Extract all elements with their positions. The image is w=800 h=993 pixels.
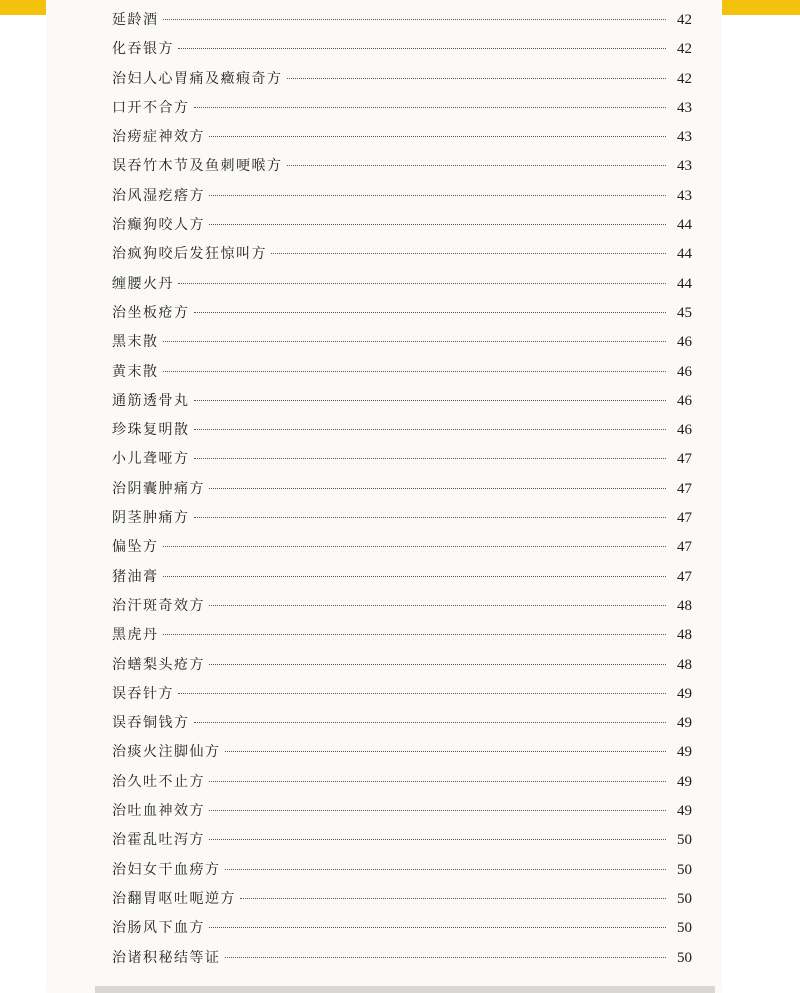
toc-entry-title: 猪油膏 xyxy=(112,568,159,585)
toc-entry xyxy=(112,445,692,474)
toc-entry-title: 误吞针方 xyxy=(112,685,174,702)
toc-entry-page-number: 46 xyxy=(677,392,692,409)
toc-leader-dots xyxy=(163,19,667,20)
toc-entry xyxy=(112,651,692,680)
toc-entry xyxy=(112,270,692,299)
toc-entry-title: 珍珠复明散 xyxy=(112,422,190,439)
toc-entry-page-number: 49 xyxy=(677,744,692,761)
toc-entry-title: 治疯狗咬后发狂惊叫方 xyxy=(112,246,267,263)
toc-leader-dots xyxy=(225,957,667,958)
toc-entry-title: 治蟮梨头疮方 xyxy=(112,656,205,673)
toc-entry-title: 黑虎丹 xyxy=(112,627,159,644)
toc-entry xyxy=(112,533,692,562)
yellow-accent-left xyxy=(0,0,46,15)
toc-leader-dots xyxy=(178,693,666,694)
toc-entry xyxy=(112,826,692,855)
toc-entry-page-number: 44 xyxy=(677,275,692,292)
toc-entry-title: 小儿聋哑方 xyxy=(112,451,190,468)
toc-entry xyxy=(112,65,692,94)
toc-entry-title: 治久吐不止方 xyxy=(112,773,205,790)
toc-leader-dots xyxy=(209,195,666,196)
toc-entry xyxy=(112,328,692,357)
toc-entry-title: 缠腰火丹 xyxy=(112,275,174,292)
toc-entry xyxy=(112,240,692,269)
toc-entry-title: 误吞铜钱方 xyxy=(112,715,190,732)
toc-entry-page-number: 48 xyxy=(677,656,692,673)
toc-entry-page-number: 49 xyxy=(677,803,692,820)
toc-entry-title: 治汗斑奇效方 xyxy=(112,597,205,614)
toc-entry xyxy=(112,944,692,973)
toc-leader-dots xyxy=(194,400,667,401)
toc-entry xyxy=(112,738,692,767)
toc-leader-dots xyxy=(194,107,667,108)
toc-entry-title: 通筋透骨丸 xyxy=(112,392,190,409)
toc-entry-title: 阴茎肿痛方 xyxy=(112,510,190,527)
toc-entry-title: 治风湿疙瘩方 xyxy=(112,187,205,204)
toc-entry xyxy=(112,592,692,621)
page-bottom-edge xyxy=(95,986,715,993)
toc-entry xyxy=(112,797,692,826)
toc-entry xyxy=(112,358,692,387)
toc-entry xyxy=(112,768,692,797)
toc-entry-title: 误吞竹木节及鱼刺哽喉方 xyxy=(112,158,283,175)
toc-entry-page-number: 43 xyxy=(677,99,692,116)
toc-entry xyxy=(112,94,692,123)
toc-entry xyxy=(112,709,692,738)
table-of-contents xyxy=(112,6,692,973)
toc-entry-title: 黄末散 xyxy=(112,363,159,380)
toc-entry xyxy=(112,387,692,416)
toc-entry-page-number: 48 xyxy=(677,597,692,614)
toc-leader-dots xyxy=(178,283,666,284)
toc-entry-page-number: 44 xyxy=(677,246,692,263)
toc-leader-dots xyxy=(209,605,666,606)
toc-entry-title: 治癫狗咬人方 xyxy=(112,217,205,234)
toc-entry-page-number: 43 xyxy=(677,158,692,175)
toc-entry-title: 治坐板疮方 xyxy=(112,304,190,321)
toc-entry-title: 延龄酒 xyxy=(112,12,159,28)
toc-entry xyxy=(112,621,692,650)
toc-entry-title: 治肠风下血方 xyxy=(112,920,205,937)
toc-entry xyxy=(112,563,692,592)
toc-entry xyxy=(112,182,692,211)
toc-entry-page-number: 42 xyxy=(677,41,692,58)
toc-entry-page-number: 50 xyxy=(677,949,692,966)
toc-entry-title: 治阴囊肿痛方 xyxy=(112,480,205,497)
toc-entry-title: 治吐血神效方 xyxy=(112,803,205,820)
toc-entry-title: 口开不合方 xyxy=(112,99,190,116)
toc-leader-dots xyxy=(287,78,667,79)
toc-entry xyxy=(112,914,692,943)
toc-leader-dots xyxy=(225,869,667,870)
toc-entry xyxy=(112,299,692,328)
toc-entry-page-number: 49 xyxy=(677,773,692,790)
toc-leader-dots xyxy=(271,253,666,254)
toc-entry xyxy=(112,475,692,504)
toc-entry-title: 治翻胃呕吐呃逆方 xyxy=(112,890,236,907)
toc-leader-dots xyxy=(194,458,667,459)
toc-entry-title: 治妇人心胃痛及癥瘕奇方 xyxy=(112,70,283,87)
toc-leader-dots xyxy=(194,722,667,723)
toc-leader-dots xyxy=(163,634,667,635)
toc-entry-page-number: 47 xyxy=(677,451,692,468)
toc-entry-title: 治痨症神效方 xyxy=(112,129,205,146)
toc-leader-dots xyxy=(225,751,667,752)
toc-leader-dots xyxy=(209,488,666,489)
toc-entry-title: 治霍乱吐泻方 xyxy=(112,832,205,849)
toc-entry-page-number: 50 xyxy=(677,890,692,907)
toc-entry xyxy=(112,680,692,709)
toc-entry-page-number: 43 xyxy=(677,187,692,204)
toc-leader-dots xyxy=(163,341,667,342)
toc-leader-dots xyxy=(194,517,667,518)
toc-entry-title: 治妇女干血痨方 xyxy=(112,861,221,878)
toc-leader-dots xyxy=(209,781,666,782)
toc-entry-page-number: 49 xyxy=(677,685,692,702)
toc-leader-dots xyxy=(209,927,666,928)
toc-leader-dots xyxy=(209,664,666,665)
toc-leader-dots xyxy=(194,429,667,430)
toc-entry-page-number: 50 xyxy=(677,832,692,849)
toc-entry-page-number: 42 xyxy=(677,70,692,87)
toc-entry-page-number: 42 xyxy=(677,12,692,28)
toc-entry-page-number: 46 xyxy=(677,422,692,439)
toc-entry-title: 偏坠方 xyxy=(112,539,159,556)
toc-leader-dots xyxy=(163,546,667,547)
toc-entry-title: 治痰火注脚仙方 xyxy=(112,744,221,761)
toc-entry xyxy=(112,123,692,152)
toc-entry-page-number: 44 xyxy=(677,217,692,234)
toc-entry-page-number: 47 xyxy=(677,510,692,527)
toc-entry-page-number: 46 xyxy=(677,363,692,380)
toc-leader-dots xyxy=(163,371,667,372)
toc-entry xyxy=(112,6,692,35)
toc-entry xyxy=(112,211,692,240)
toc-entry xyxy=(112,885,692,914)
toc-entry-page-number: 47 xyxy=(677,539,692,556)
toc-leader-dots xyxy=(209,224,666,225)
yellow-accent-right xyxy=(722,0,800,15)
toc-leader-dots xyxy=(209,839,666,840)
toc-leader-dots xyxy=(209,810,666,811)
toc-entry-page-number: 43 xyxy=(677,129,692,146)
toc-entry xyxy=(112,504,692,533)
toc-entry xyxy=(112,856,692,885)
toc-leader-dots xyxy=(240,898,666,899)
toc-entry-page-number: 50 xyxy=(677,920,692,937)
toc-entry-page-number: 49 xyxy=(677,715,692,732)
toc-entry-page-number: 45 xyxy=(677,304,692,321)
toc-leader-dots xyxy=(163,576,667,577)
toc-entry xyxy=(112,35,692,64)
toc-entry-page-number: 47 xyxy=(677,480,692,497)
toc-entry xyxy=(112,416,692,445)
toc-entry-title: 治诸积秘结等证 xyxy=(112,949,221,966)
toc-entry-page-number: 46 xyxy=(677,334,692,351)
toc-entry xyxy=(112,152,692,181)
toc-entry-page-number: 47 xyxy=(677,568,692,585)
toc-entry-title: 黑末散 xyxy=(112,334,159,351)
toc-entry-page-number: 48 xyxy=(677,627,692,644)
toc-entry-page-number: 50 xyxy=(677,861,692,878)
toc-leader-dots xyxy=(194,312,667,313)
toc-entry-title: 化吞银方 xyxy=(112,41,174,58)
toc-leader-dots xyxy=(178,48,666,49)
toc-leader-dots xyxy=(209,136,666,137)
toc-leader-dots xyxy=(287,165,667,166)
